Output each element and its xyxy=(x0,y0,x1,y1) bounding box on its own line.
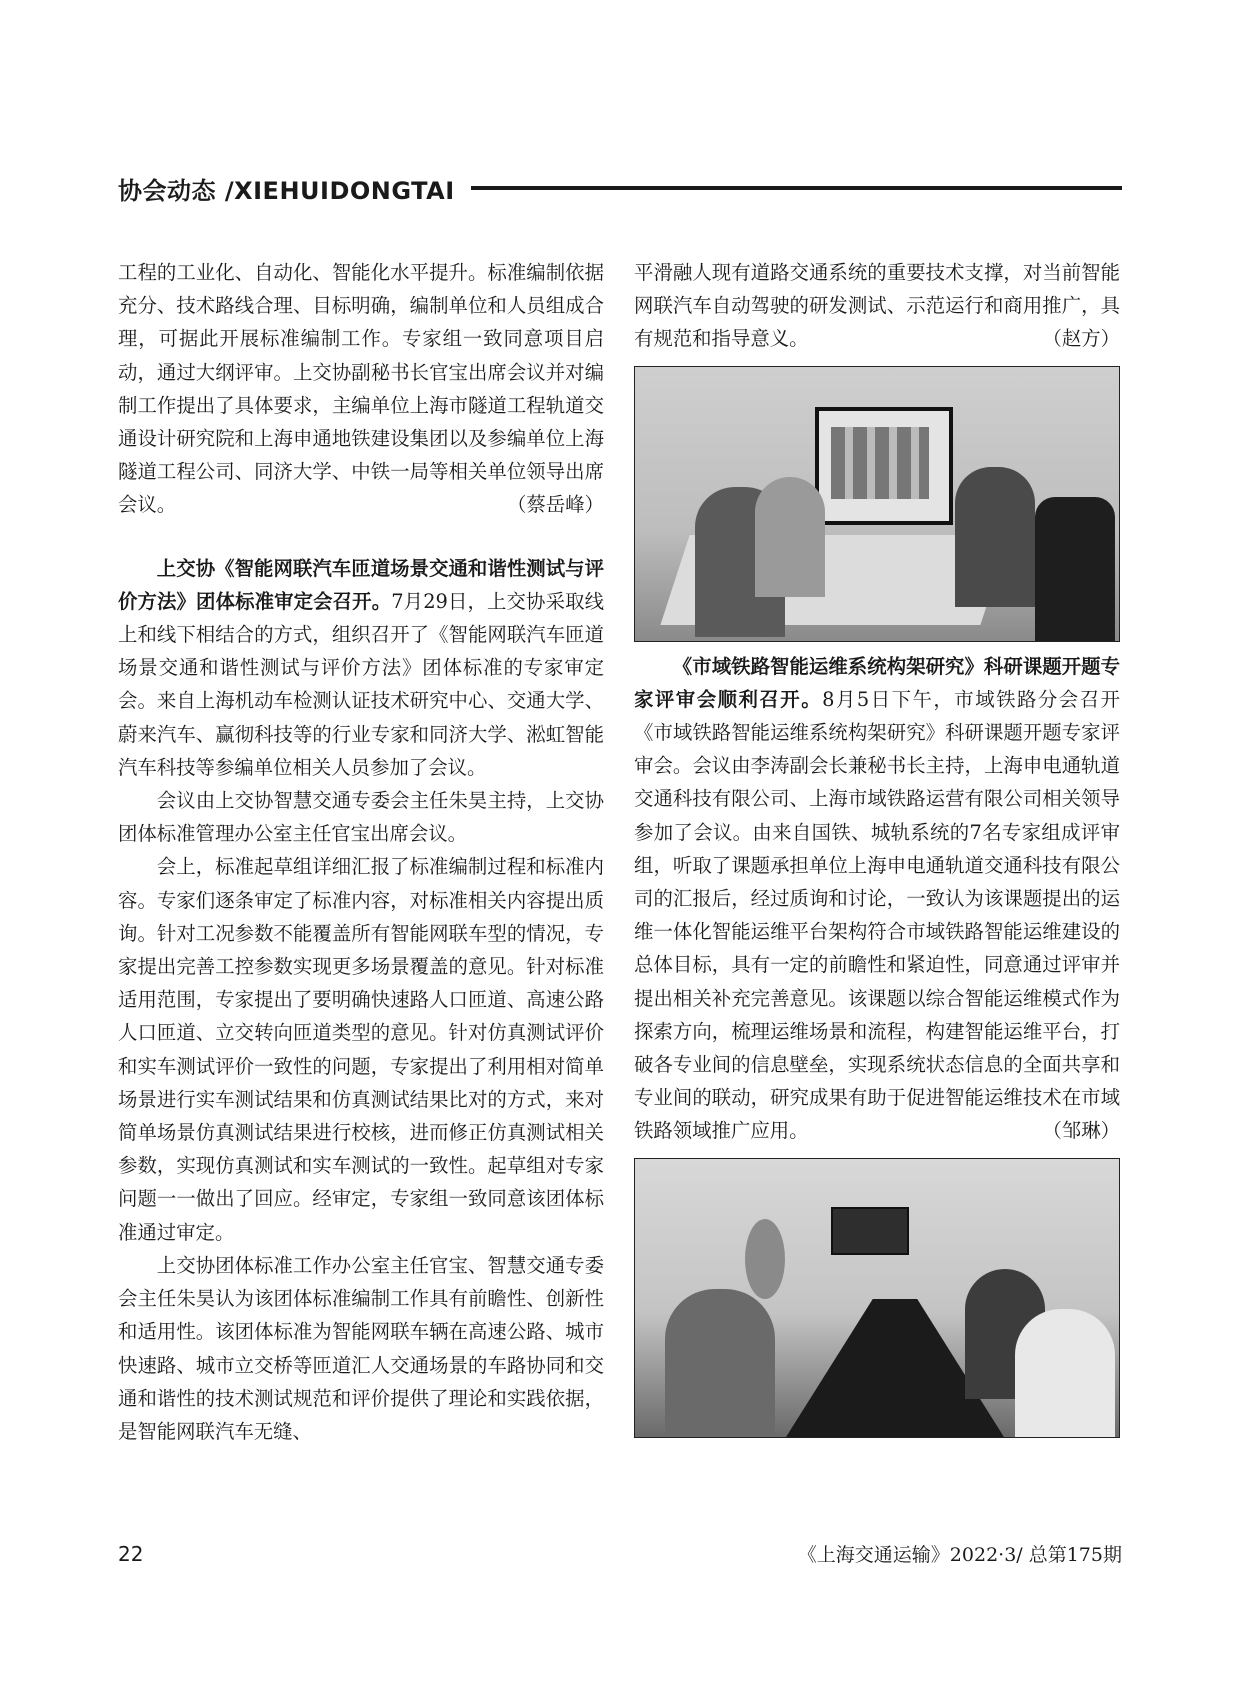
video-grid xyxy=(831,427,929,499)
author-signature: （赵方） xyxy=(1042,327,1120,351)
news-headline: 上交协《智能网联汽车匝道场景交通和谐性测试与评价方法》团体标准审定会召开。 xyxy=(118,556,604,613)
paragraph-text: 8月5日下午，市域铁路分会召开《市域铁路智能运维系统构架研究》科研课题开题专家评审会。会议由李涛副会长兼秘书长主持，上海申电通轨道交通科技有限公司、上海市域铁路运营有限公司相关领导参加了会议。由来自国铁、城轨系统的7名专家组成评审组，听取了课题承担单位上海申电通轨道交通科技有限公司的汇报后，经过质询和讨论，一致认为该课题提出的运维一体化智能运维平台架构符合市域铁路智能运维建设的总体目标，具有一定的前瞻性和紧迫性，同意通过评审并提出相关补充完善意见。该课题以综合智能运维模式作为探索方向，梳理运维场景和流程，构建智能运维平台，打破各专业间的信息壁垒，实现系统状态信息的全面共享和专业间的联动，研究成果有助于促进智能运维技术在市域铁路领域推广应用。 xyxy=(634,687,1120,1143)
attendee xyxy=(1015,1309,1115,1437)
paragraph-text: 平滑融人现有道路交通系统的重要技术支撑，对当前智能网联汽车自动驾驶的研发测试、示范运行和商用推广，具有规范和指导意义。 xyxy=(634,261,1120,351)
meeting-photo-1 xyxy=(634,366,1120,642)
news-item-standard-review xyxy=(118,552,604,784)
chair xyxy=(1035,497,1115,642)
paragraph-text: 工程的工业化、自动化、智能化水平提升。标准编制依据充分、技术路线合理、目标明确，编制单位和人员组成合理，可据此开展标准编制工作。专家组一致同意项目启动，通过大纲评审。上交协副秘书长官宝出席会议并对编制工作提出了具体要求，主编单位上海市隧道工程轨道交通设计研究院和上海申通地铁建设集团以及参编单位上海隧道工程公司、同济大学、中铁一局等相关单位领导出席会议。 xyxy=(118,261,604,517)
attendee xyxy=(665,1289,775,1438)
header-rule xyxy=(471,186,1122,190)
right-column xyxy=(634,256,1120,1446)
journal-info: 《上海交通运输》2022·3/ 总第175期 xyxy=(797,1544,1122,1566)
section-header xyxy=(118,168,1122,208)
news-headline: 《市域铁路智能运维系统构架研究》科研课题开题专家评审会顺利召开。 xyxy=(634,654,1120,711)
attendee xyxy=(955,467,1035,607)
plant xyxy=(745,1219,785,1299)
author-signature: （邹琳） xyxy=(1042,1119,1120,1143)
author-signature: （蔡岳峰） xyxy=(507,493,604,517)
paragraph: 上交协团体标准工作办公室主任官宝、智慧交通专委会主任朱昊认为该团体标准编制工作具有前瞻性、创新性和适用性。该团体标准为智能网联车辆在高速公路、城市快速路、城市立交桥等匝道汇人交通场景的车路协同和交通和谐性的技术测试规范和评价提供了理论和实践依据，是智能网联汽车无缝、 xyxy=(118,1253,604,1443)
page-footer xyxy=(118,1540,1122,1567)
meeting-photo-2 xyxy=(634,1158,1120,1438)
section-title: 协会动态 /XIEHUIDONGTAI xyxy=(118,176,455,205)
news-item-research-review xyxy=(634,650,1120,1148)
attendee xyxy=(755,477,825,597)
page-number: 22 xyxy=(118,1542,144,1566)
paragraph xyxy=(118,256,604,522)
paragraph xyxy=(634,256,1120,356)
paragraph-text: 7月29日，上交协采取线上和线下相结合的方式，组织召开了《智能网联汽车匝道场景交通和谐性测试与评价方法》团体标准的专家审定会。来自上海机动车检测认证技术研究中心、交通大学、蔚来汽车、赢彻科技等的行业专家和同济大学、淞虹智能汽车科技等参编单位相关人员参加了会议。 xyxy=(118,589,604,779)
tv-screen xyxy=(831,1207,909,1255)
paragraph: 会上，标准起草组详细汇报了标准编制过程和标准内容。专家们逐条审定了标准内容，对标准相关内容提出质询。针对工况参数不能覆盖所有智能网联车型的情况，专家提出完善工控参数实现更多场景覆盖的意见。针对标准适用范围，专家提出了要明确快速路人口匝道、高速公路人口匝道、立交转向匝道类型的意见。针对仿真测试评价和实车测试评价一致性的问题，专家提出了利用相对简单场景进行实车测试结果和仿真测试结果比对的方式，来对简单场景仿真测试结果进行校核，进而修正仿真测试相关参数，实现仿真测试和实车测试的一致性。起草组对专家问题一一做出了回应。经审定，专家组一致同意该团体标准通过审定。 xyxy=(118,855,604,1244)
left-column xyxy=(118,256,604,1448)
paragraph: 会议由上交协智慧交通专委会主任朱昊主持，上交协团体标准管理办公室主任官宝出席会议。 xyxy=(118,789,604,846)
